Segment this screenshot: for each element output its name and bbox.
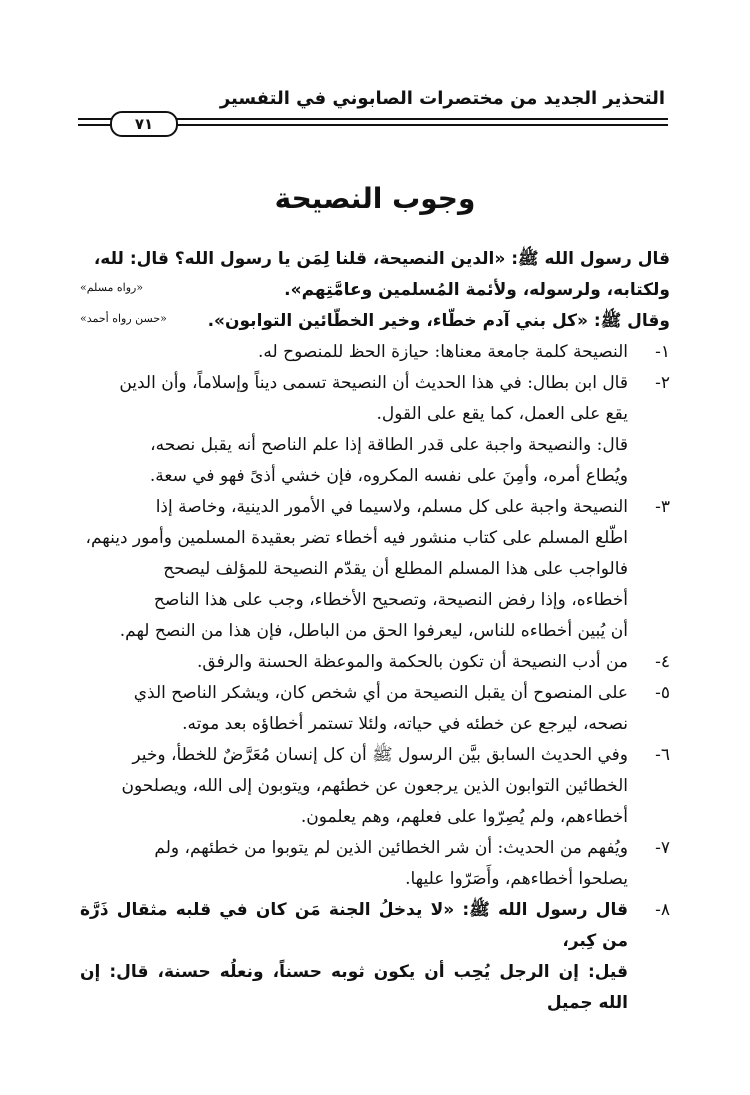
list-item xyxy=(80,678,670,740)
item-line: الخطائين التوابون الذين يرجعون عن خطئهم، ويتوبون إلى الله، ويصلحون xyxy=(121,776,628,796)
list-item xyxy=(80,647,670,678)
hadith-1-line-1: قال رسول الله ﷺ: «الدين النصيحة، قلنا لِمَن يا رسول الله؟ قال: لله، xyxy=(93,249,670,269)
hadith-1-line-2: ولكتابه، ولرسوله، ولأئمة المُسلمين وعامَّتِهم». xyxy=(284,280,670,300)
hadith-2-row xyxy=(80,306,670,337)
item-line: النصيحة واجبة على كل مسلم، ولاسيما في الأمور الدينية، وخاصة إذا xyxy=(155,497,628,517)
item-line: اطّلع المسلم على كتاب منشور فيه أخطاء تضر بعقيدة المسلمين وأمور دينهم، xyxy=(85,528,628,548)
hadith-2-line: وقال ﷺ: «كل بني آدم خطّاء، وخير الخطّائين التوابون». xyxy=(207,311,670,331)
item-line: فالواجب على هذا المسلم المطلع أن يقدّم النصيحة للمؤلف ليصحح xyxy=(163,559,628,579)
item-line: ويُطاع أمره، وأمِنَ على نفسه المكروه، فإن خشي أذىً فهو في سعة. xyxy=(149,466,628,486)
item-number: ٤- xyxy=(655,652,670,672)
list-item xyxy=(80,368,670,430)
hadith-1-line-2-row xyxy=(80,275,670,306)
item-line: وفي الحديث السابق بيَّن الرسول ﷺ أن كل إنسان مُعَرَّضٌ للخطأ، وخير xyxy=(132,745,628,765)
item-number: ٣- xyxy=(655,497,670,517)
list-item xyxy=(80,430,670,492)
item-number: ٧- xyxy=(655,838,670,858)
list-item xyxy=(80,833,670,895)
item-line: قيل: إن الرجل يُحِب أن يكون ثوبه حسناً، ونعلُه حسنة، قال: إن الله جميل xyxy=(80,962,628,1013)
item-line: نصحه، ليرجع عن خطئه في حياته، ولئلا تستمر أخطاؤه بعد موته. xyxy=(182,714,628,734)
item-line: أخطاءه، وإذا رفض النصيحة، وتصحيح الأخطاء، وجب على هذا الناصح xyxy=(153,590,628,610)
hadith-1-reference: «رواه مسلم» xyxy=(80,281,144,294)
list-item xyxy=(80,740,670,833)
section-title: وجوب النصيحة xyxy=(274,182,476,215)
item-line: يقع على العمل، كما يقع على القول. xyxy=(376,404,628,424)
list-item xyxy=(80,337,670,368)
item-line: ويُفهم من الحديث: أن شر الخطائين الذين لم يتوبوا من خطئهم، ولم xyxy=(154,838,628,858)
item-line: يصلحوا أخطاءهم، وأَصَرّوا عليها. xyxy=(405,869,628,889)
item-number: ٦- xyxy=(655,745,670,765)
running-header-title: التحذير الجديد من مختصرات الصابوني في التفسير xyxy=(219,88,665,109)
list-item xyxy=(80,492,670,647)
page-body xyxy=(80,244,670,1019)
hadith-2-reference: «حسن رواه أحمد» xyxy=(80,312,167,325)
item-number: ٥- xyxy=(655,683,670,703)
item-line: النصيحة كلمة جامعة معناها: حيازة الحظ للمنصوح له. xyxy=(258,342,628,362)
item-line: على المنصوح أن يقبل النصيحة من أي شخص كان، ويشكر الناصح الذي xyxy=(133,683,628,703)
item-number: ٢- xyxy=(655,373,670,393)
page-number: ٧١ xyxy=(110,111,178,137)
item-number: ٨- xyxy=(655,900,670,920)
item-line: أن يُبين أخطاءه للناس، ليعرفوا الحق من الباطل، فإن هذا من النصح لهم. xyxy=(119,621,628,641)
item-line: قال رسول الله ﷺ: «لا يدخلُ الجنة مَن كان في قلبه مثقال ذَرَّة من كِبر، xyxy=(80,900,628,951)
item-line: قال ابن بطال: في هذا الحديث أن النصيحة تسمى ديناً وإسلاماً، وأن الدين xyxy=(119,373,628,393)
item-number xyxy=(628,430,670,492)
item-line: قال: والنصيحة واجبة على قدر الطاقة إذا علم الناصح أنه يقبل نصحه، xyxy=(150,435,628,455)
item-number: ١- xyxy=(655,342,670,362)
item-line: أخطاءهم، ولم يُصِرّوا على فعلهم، وهم يعلمون. xyxy=(300,807,628,827)
list-item xyxy=(80,895,670,1019)
item-line: من أدب النصيحة أن تكون بالحكمة والموعظة الحسنة والرفق. xyxy=(197,652,628,672)
